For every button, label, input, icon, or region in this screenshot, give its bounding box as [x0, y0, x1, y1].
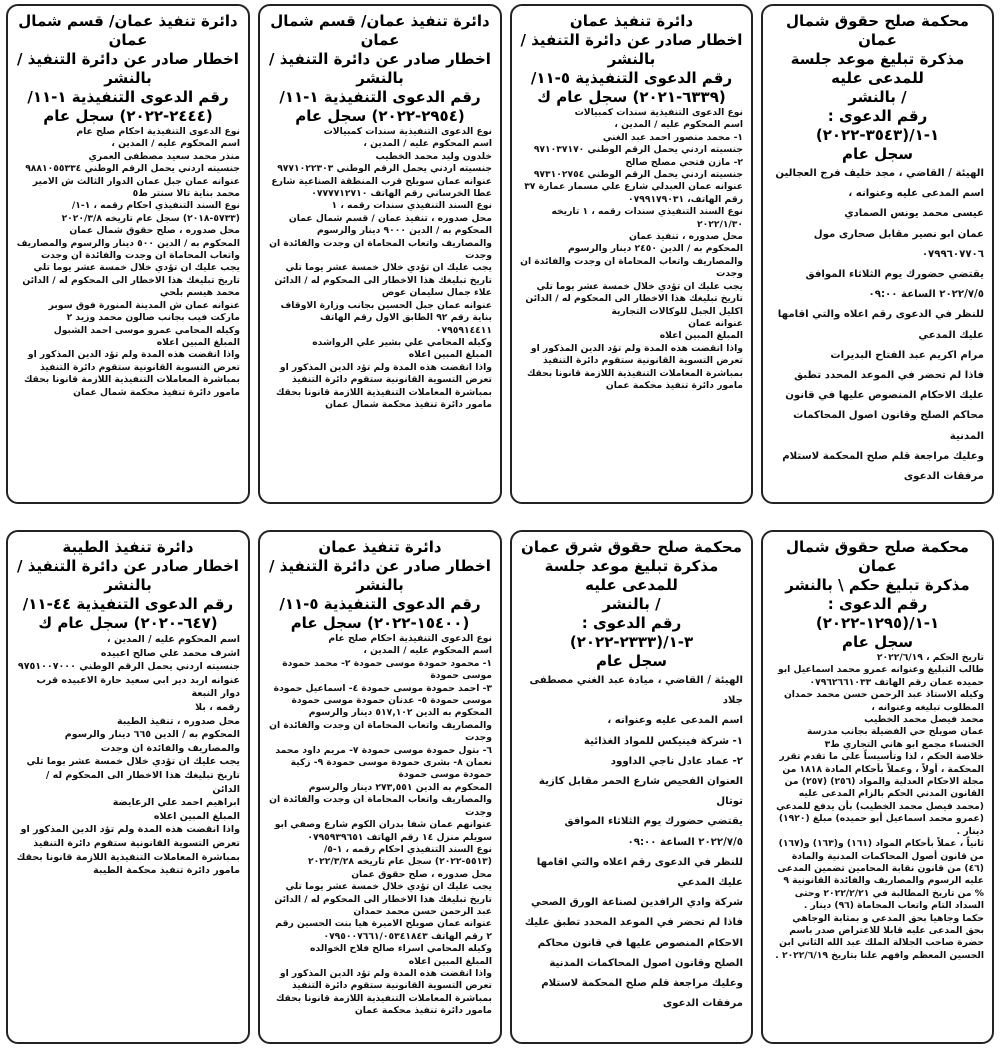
- notice-method: / بالنشر: [848, 88, 907, 106]
- body-line: الهيئة / القاضي ، مجد خليف فرج العجالين: [775, 168, 984, 179]
- body-line: ١- محمد منصور احمد عبد الغني: [602, 131, 743, 143]
- body-line: عمان صويلح حي الفضيلة بجانب مدرسة الخنساء مجمع ابو هاني التجاري ط٣: [806, 726, 984, 750]
- notice-body: [268, 633, 492, 1018]
- case-number: رقم الدعوى التنفيذية ٤٤-١١/: [22, 595, 234, 613]
- body-line: جنسيته اردني يحمل الرقم الوطني ٩٧٧١٠٢٢٣٠٣: [277, 163, 492, 175]
- body-line: خلدون وليد محمد الخطيب: [375, 150, 492, 162]
- body-line: المحكوم به / الدين ٥٠٠ دينار والرسوم والمصاريف واتعاب المحاماة ان وجدت والفائدة ان وجدت: [16, 237, 240, 262]
- department-title: دائرة تنفيذ عمان: [569, 12, 694, 30]
- body-line: المحكوم به / الدين ٩٠٠٠ دينار والرسوم والمصاريف واتعاب المحاماة ان وجدت والفائدة ان وجدت: [269, 225, 492, 262]
- case-number: رقم الدعوى التنفيذية ١-١١/: [279, 88, 481, 106]
- notice-north-amman-execution-2954: [258, 4, 502, 504]
- body-line: حكما وجاهيا بحق المدعي و بمثابة الوجاهي بحق المدعى عليه قابلا للاعتراض صدر باسم حضرة صاحب الجلالة الملك عبد الله الثاني ابن الحسين المعظم وافهم علنا بتاريخ ٢٠٢٢/٦/١٩ .: [775, 912, 984, 961]
- body-line: المحكوم به / الدين ٦٦٥ دينار والرسوم والمصاريف والفائدة ان وجدت: [64, 729, 240, 754]
- body-line: اسم المحكوم عليه / المدين ،: [107, 634, 240, 645]
- body-line: محل صدوره ، صلح حقوق شمال عمان: [69, 225, 240, 237]
- notice-east-amman-court-2333: [510, 530, 753, 1044]
- body-line: عنوانهم عمان شفا بدران الكوم شارع وصفي ابو سويلم منزل ١٤ رقم الهاتف ٠٧٩٥٩٣٩٦٥١: [274, 819, 492, 843]
- body-line: علاء جمال سليمان عوض: [381, 287, 492, 299]
- body-line: يجب عليك ان تؤدي خلال خمسة عشر يوما تلي تاريخ تبليغك هذا الاخطار الى المحكوم له / الدائن: [26, 756, 240, 795]
- notice-north-amman-execution-2444: [6, 4, 250, 504]
- body-line: المبلغ المبين اعلاه: [408, 349, 492, 361]
- body-line: نوع الدعوى التنفيذية احكام صلح عام: [328, 633, 492, 644]
- court-title: محكمة صلح حقوق شمال عمان: [786, 538, 969, 575]
- body-line: جنسيته اردني يحمل الرقم الوطني ٩٧٣١٠٢٧٥٤: [533, 169, 743, 181]
- body-line: عنوانه عمان: [688, 317, 743, 329]
- signature-line: مامور دائرة تنفيذ محكمة شمال عمان: [73, 386, 240, 398]
- body-line: عنوانه عمان جبل الحسين بجانب وزارة الاوقاف بناية رقم ٩٢ الطابق الاول رقم الهاتف ٠٧٩٥٩١٤٤١١: [280, 299, 492, 336]
- body-line: مرام اكريم عبد الفتاح البديرات: [830, 349, 984, 361]
- notice-type: اخطار صادر عن دائرة التنفيذ / بالنشر: [17, 50, 239, 87]
- body-line: المطلوب تبليغه وعنوانه ،: [871, 701, 984, 713]
- body-line: محل صدوره ، صلح حقوق عمان: [351, 868, 492, 880]
- body-line: ١- شركة فينيكس للمواد الغذائية: [583, 735, 743, 747]
- body-line: وكيله المحامي علي بشير علي الرواشده: [312, 336, 492, 348]
- notice-header: [771, 538, 984, 652]
- case-register: (٦٣٣٩-٢٠٢١) سجل عام ك: [537, 88, 726, 106]
- notice-north-amman-court-3543: [761, 4, 994, 504]
- body-line: اسم المدعى عليه وعنوانه ،: [607, 715, 743, 727]
- notice-tayba-execution-647: [6, 530, 250, 1044]
- body-line: شركة وادي الرافدين لصناعة الورق الصحي: [531, 897, 743, 909]
- body-line: طالب التبليغ وعنوانه عمرو محمد اسماعيل ابو حميده عمان رقم الهاتف ٠٧٩٦٢٦٦١٠٣٣: [777, 664, 984, 688]
- department-title: دائرة تنفيذ عمان: [318, 538, 442, 556]
- notice-body: [16, 633, 240, 878]
- body-line: فاذا لم تحضر في الموعد المحدد تطبق عليك الاحكام المنصوص عليها في قانون محاكم الصلح وقانون اصول المحاكمات المدنية: [785, 370, 984, 442]
- body-line: عنوانه عمان العبدلي شارع علي مسمار عمارة ٣٧ رقم الهاتف، ٠٧٩٩١٧٩٠٣١: [524, 181, 743, 205]
- body-line: فاذا لم تحضر في الموعد المحدد تطبق عليك الاحكام المنصوص عليها في قانون محاكم الصلح وقانون اصول المحاكمات المدنية: [524, 917, 743, 969]
- body-line: وكيله الاستاذ عبد الرحمن حسن محمد حمدان: [783, 689, 984, 701]
- body-line: واذا انقضت هذه المدة ولم تؤد الدين المذكور او تعرض التسوية القانونية ستقوم دائرة التنفيذ بمباشرة المعاملات التنفيذية اللازمة قانونا بحقك: [527, 342, 743, 379]
- body-line: اسم المحكوم عليه / المدين ،: [614, 119, 743, 131]
- notice-header: [16, 12, 240, 126]
- body-line: يقتضي حضورك يوم الثلاثاء الموافق: [805, 269, 984, 281]
- body-line: ٣- احمد حمودة موسى حمودة ٤- اسماعيل حمودة موسى حمودة ٥- عدنان حمودة موسى حمودة: [273, 682, 492, 707]
- body-line: اشرف محمد علي صالح اعبيده: [100, 647, 240, 659]
- notice-amman-execution-6339: [510, 4, 753, 504]
- body-line: يجب عليك ان تؤدي خلال خمسة عشر يوما تلي تاريخ تبليغك هذا الاخطار الى المحكوم له / الدائن: [525, 280, 743, 305]
- body-line: عمان ابو نصير مقابل صحارى مول: [813, 228, 984, 240]
- body-line: العنوان الفحيص شارع الحمر مقابل كازية توتال: [538, 776, 743, 808]
- body-line: تاريخ الحكم ، ٢٠٢٢/٦/١٩: [876, 652, 984, 663]
- notice-type: اخطار صادر عن دائرة التنفيذ / بالنشر: [269, 50, 491, 87]
- body-line: عنوانه عمان جبل عمان الدوار الثالث ش الامير محمد بناية تالا سنتر ط٥: [32, 175, 240, 200]
- body-line: محل صدوره ، تنفيذ عمان / قسم شمال عمان: [288, 212, 492, 224]
- body-line: نوع الدعوى التنفيذية سندات كمبيالات: [574, 107, 743, 118]
- notice-amman-execution-15400: [258, 530, 502, 1044]
- body-line: عنوانه اربد دير ابي سعيد حارة الاعبيده قرب دوار النبعة: [36, 674, 240, 700]
- body-line: يقتضي حضورك يوم الثلاثاء الموافق: [564, 816, 743, 828]
- court-title: محكمة صلح حقوق شمال عمان: [786, 12, 969, 49]
- body-line: نوع السند التنفيذي سندات رقمه ، ١ تاريخه ٢٠٢٢/١/٣٠: [551, 206, 743, 230]
- body-line: اسم المحكوم عليه / المدين ،: [363, 138, 492, 150]
- notice-type: مذكرة تبليغ موعد جلسة للمدعى عليه: [790, 50, 965, 87]
- case-register: سجل عام: [595, 652, 668, 670]
- body-line: عنوانه عمان سويلح قرب المنطقة الصناعية شارع عطا الخرساني رقم الهاتف ٠٧٧٧٧١٢٧١٠: [271, 175, 492, 200]
- body-line: للنظر في الدعوى رقم اعلاه والتي اقامها عليك المدعي: [777, 309, 984, 341]
- body-line: عنوانه عمان ش المدينة المنورة فوق سوبر ماركت فيب بجانب صالون محمد وزيد ٢: [48, 299, 240, 324]
- case-register: (٦٤٧-٢٠٢٠) سجل عام ك: [38, 614, 218, 632]
- notice-body: [771, 652, 984, 962]
- notice-body: [268, 126, 492, 411]
- notice-body: [520, 107, 743, 392]
- body-line: منذر محمد سعيد مصطفى العمري: [88, 150, 240, 162]
- body-line: اسم المحكوم عليه / المدين ،: [363, 645, 492, 657]
- body-line: رقمه ، بلا: [195, 701, 240, 713]
- body-line: الهيئة / القاضي ، ميادة عبد الغني مصطفى جلاد: [529, 675, 743, 707]
- body-line: جنسيته اردني يحمل الرقم الوطني ٩٧٥١٠٠٧٠٠٠: [17, 661, 240, 673]
- body-line: ٦- بتول حمودة موسى حمودة ٧- مريم داود محمد نعمان ٨- بشرى حمودة موسى حمودة ٩- زكية حمودة موسى حمودة: [275, 744, 492, 781]
- case-register: (٢٤٤٤-٢٠٢٢) سجل عام: [43, 107, 213, 125]
- notice-type: اخطار صادر عن دائرة التنفيذ / بالنشر: [17, 557, 239, 594]
- case-number: رقم الدعوى : ٣-١/(٢٣٣٣-٢٠٢٢): [569, 614, 694, 651]
- case-register: سجل عام: [841, 633, 914, 651]
- notice-header: [16, 538, 240, 633]
- body-line: ١- محمود حمودة موسى حمودة ٢- محمد حمودة موسى حمودة: [282, 657, 492, 682]
- body-line: اسم المدعى عليه وعنوانه ،: [848, 188, 984, 200]
- body-line: وكيله المحامي عمرو موسى احمد الشبول: [53, 324, 240, 336]
- body-line: ٢٠٢٢/٧/٥ الساعة ٠٩:٠٠: [627, 836, 743, 848]
- body-line: ٢- مازن فتحي مصلح صالح: [625, 156, 743, 168]
- body-line: المبلغ المبين اعلاه: [408, 955, 492, 967]
- body-line: ٢- عماد عادل ناجي الداوود: [610, 755, 743, 767]
- body-line: واذا انقضت هذه المدة ولم تؤد الدين المذكور او تعرض التسوية القانونية ستقوم دائرة التنفيذ بمباشرة المعاملات التنفيذية اللازمة قانونا بحقك: [24, 349, 240, 386]
- notice-type: مذكرة تبليغ حكم \ بالنشر: [785, 576, 970, 594]
- notice-body: [520, 671, 743, 1014]
- case-register: (١٥٤٠٠-٢٠٢٢) سجل عام: [290, 614, 470, 632]
- body-line: المبلغ المبين اعلاه: [659, 330, 743, 342]
- body-line: نوع الدعوى التنفيذية سندات كمبيالات: [323, 126, 492, 137]
- notice-body: [16, 126, 240, 399]
- body-line: نوع السند التنفيذي سندات رقمه ، ١: [331, 200, 492, 212]
- body-line: يجب عليك ان تؤدي خلال خمسة عشر يوما تلي تاريخ تبليغك هذا الاخطار الى المحكوم له / الدائن عبد الرحمن حسن محمد حمدان: [274, 881, 492, 917]
- body-line: عنوانه عمان صويلح الاميرة هيا بنت الحسين رقم ٢ رقم الهاتف ٠٧٩٥٠٠٧٦٦١/٠٥٣٤١٨٤٣: [275, 918, 492, 942]
- body-line: جنسيته اردني يحمل الرقم الوطني ٩٧١٠٣٧١٧٠: [533, 144, 743, 156]
- notice-type: اخطار صادر عن دائرة التنفيذ / بالنشر: [269, 557, 491, 594]
- case-number: رقم الدعوى : ١-١/(٣٥٤٣-٢٠٢٢): [815, 107, 940, 144]
- department-title: دائرة تنفيذ عمان/ قسم شمال عمان: [18, 12, 238, 49]
- signature-line: مامور دائرة تنفيذ محكمة شمال عمان: [325, 398, 492, 410]
- notice-method: / بالنشر: [602, 595, 661, 613]
- body-line: يجب عليك ان تؤدي خلال خمسة عشر يوما تلي تاريخ تبليغك هذا الاخطار الى المحكوم له / الدائن: [274, 262, 492, 286]
- body-line: اسم المحكوم عليه / المدين ،: [111, 138, 240, 150]
- body-line: محل صدوره ، تنفيذ عمان: [628, 231, 743, 243]
- department-title: دائرة تنفيذ عمان/ قسم شمال عمان: [270, 12, 490, 49]
- notice-type: مذكرة تبليغ موعد جلسة للمدعى عليه: [544, 557, 719, 594]
- body-line: جنسيته اردني يحمل الرقم الوطني ٩٨٨١٠٥٥٣٣٤: [25, 163, 240, 175]
- notice-type: اخطار صادر عن دائرة التنفيذ / بالنشر: [520, 31, 743, 68]
- body-line: واذا انقضت هذه المدة ولم تؤد الدين المذكور او تعرض التسوية القانونية ستقوم دائرة التنفيذ بمباشرة المعاملات التنفيذية اللازمة قانونا بحقك: [16, 824, 240, 863]
- body-line: ثانياً ، عملاً بأحكام المواد (١٦١) و(١٦٣) و(١٦٧) من قانون أصول المحاكمات المدنية والمادة (٤٦) من قانون نقابة المحامين تضمين المدعى عليه الرسوم والمصاريف والفائدة القانونية ٩ % من تاريخ المطالبة في ٢٠٢٢/٢/٢١ وحتى السداد التام واتعاب المحاماة (٩٦) دينار .: [777, 838, 984, 912]
- body-line: وعليك مراجعة قلم صلح المحكمة لاستلام مرفقات الدعوى: [782, 450, 984, 483]
- body-line: المحكوم به / الدين ٢٤٥٠ دينار والرسوم والمصاريف واتعاب المحاماة ان وجدت والفائدة ان وجدت: [520, 243, 743, 280]
- case-number: رقم الدعوى : ١-١/(١٢٩٥-٢٠٢٢): [815, 595, 940, 632]
- body-line: محمد فيصل محمد الخطيب: [864, 714, 984, 726]
- notice-header: [771, 12, 984, 164]
- body-line: واذا انقضت هذه المدة ولم تؤد الدين المذكور او تعرض التسوية القانونية ستقوم دائرة التنفيذ بمباشرة المعاملات التنفيذية اللازمة قانونا بحقك: [276, 967, 492, 1004]
- body-line: للنظر في الدعوى رقم اعلاه والتي اقامها عليك المدعي: [536, 856, 743, 889]
- case-register: سجل عام: [841, 145, 914, 163]
- signature-line: مامور دائرة تنفيذ محكمة الطيبة: [93, 865, 240, 877]
- case-number: رقم الدعوى التنفيذية ١-١١/: [27, 88, 229, 106]
- body-line: المبلغ المبين اعلاه: [153, 810, 240, 822]
- notice-header: [268, 538, 492, 633]
- body-line: المحكوم به الدين ٢٧٣,٥٥١ دينار والرسوم والمصاريف واتعاب المحاماة ان وجدت والفائدة ان وجدت: [269, 781, 492, 818]
- body-line: نوع الدعوى التنفيذية احكام صلح عام: [76, 126, 240, 137]
- body-line: يجب عليك ان تؤدي خلال خمسة عشر يوما تلي تاريخ تبليغك هذا الاخطار الى المحكوم له / الدائن محمد هيسم بلحي: [22, 262, 240, 299]
- notice-north-amman-judgment-1295: [761, 530, 994, 1044]
- case-register: (٢٩٥٤-٢٠٢٢) سجل عام: [295, 107, 465, 125]
- signature-line: مامور دائرة تنفيذ محكمة عمان: [354, 1005, 492, 1017]
- notice-body: [771, 164, 984, 487]
- body-line: المحكوم به الدين ٥١٧,١٠٢ دينار والرسوم والمصاريف واتعاب المحاماة ان وجدت والفائدة ان وجدت: [269, 707, 492, 744]
- body-line: ٠٧٩٩٦٠٧٧٠٦: [921, 248, 984, 260]
- department-title: دائرة تنفيذ الطيبة: [62, 538, 194, 556]
- body-line: عيسى محمد يونس الصمادي: [844, 208, 984, 220]
- body-line: ابراهيم احمد علي الرعايضة: [112, 797, 240, 809]
- body-line: وعليك مراجعة قلم صلح المحكمة لاستلام مرفقات الدعوى: [541, 978, 743, 1010]
- notice-header: [520, 12, 743, 107]
- body-line: اكليل الجبل للوكالات التجارية: [611, 305, 743, 317]
- body-line: وكيله المحامي اسراء صالح فلاح الخوالده: [309, 943, 492, 955]
- body-line: واذا انقضت هذه المدة ولم تؤد الدين المذكور او تعرض التسوية القانونية ستقوم دائرة التنفيذ بمباشرة المعاملات التنفيذية اللازمة قانونا بحقك: [276, 361, 492, 398]
- body-line: ٢٠٢٢/٧/٥ الساعة ٠٩:٠٠: [868, 289, 984, 301]
- body-line: محل صدوره ، تنفيذ الطيبة: [117, 715, 240, 727]
- notice-header: [268, 12, 492, 126]
- body-line: نوع السند التنفيذي احكام رقمه ، ١-١/ (٥٧٣٣-٢٠١٨) سجل عام تاريخه ٢٠٢٠/٣/٨: [61, 200, 240, 224]
- signature-line: مامور دائرة تنفيذ محكمة عمان: [605, 379, 743, 391]
- case-number: رقم الدعوى التنفيذية ٥-١١/: [279, 595, 481, 613]
- court-title: محكمة صلح حقوق شرق عمان: [521, 538, 742, 556]
- body-line: نوع السند التنفيذي احكام رقمه ، ١-٥/ (٥٥١٣-٢٠٢٢) سجل عام تاريخه ٢٠٢٢/٣/٢٨: [307, 843, 492, 868]
- notice-header: [520, 538, 743, 671]
- body-line: المبلغ المبين اعلاه: [156, 336, 240, 348]
- case-number: رقم الدعوى التنفيذية ٥-١١/: [530, 69, 733, 87]
- body-line: خلاصة الحكم ، لذا وتأسيساً على ما تقدم تقرر المحكمة ، أولاً ، وعملاً بأحكام المادة ١٨١٨ من مجلة الاحكام العدلية والمواد (٢٥٦) (٢٥٧) من القانون المدني الحكم بالزام المدعى عليه (محمد فيصل محمد الخطيب) بأن يدفع للمدعي (عمرو محمد اسماعيل أبو حميده) مبلغ (١٩٢٠) دينار .: [776, 751, 984, 837]
